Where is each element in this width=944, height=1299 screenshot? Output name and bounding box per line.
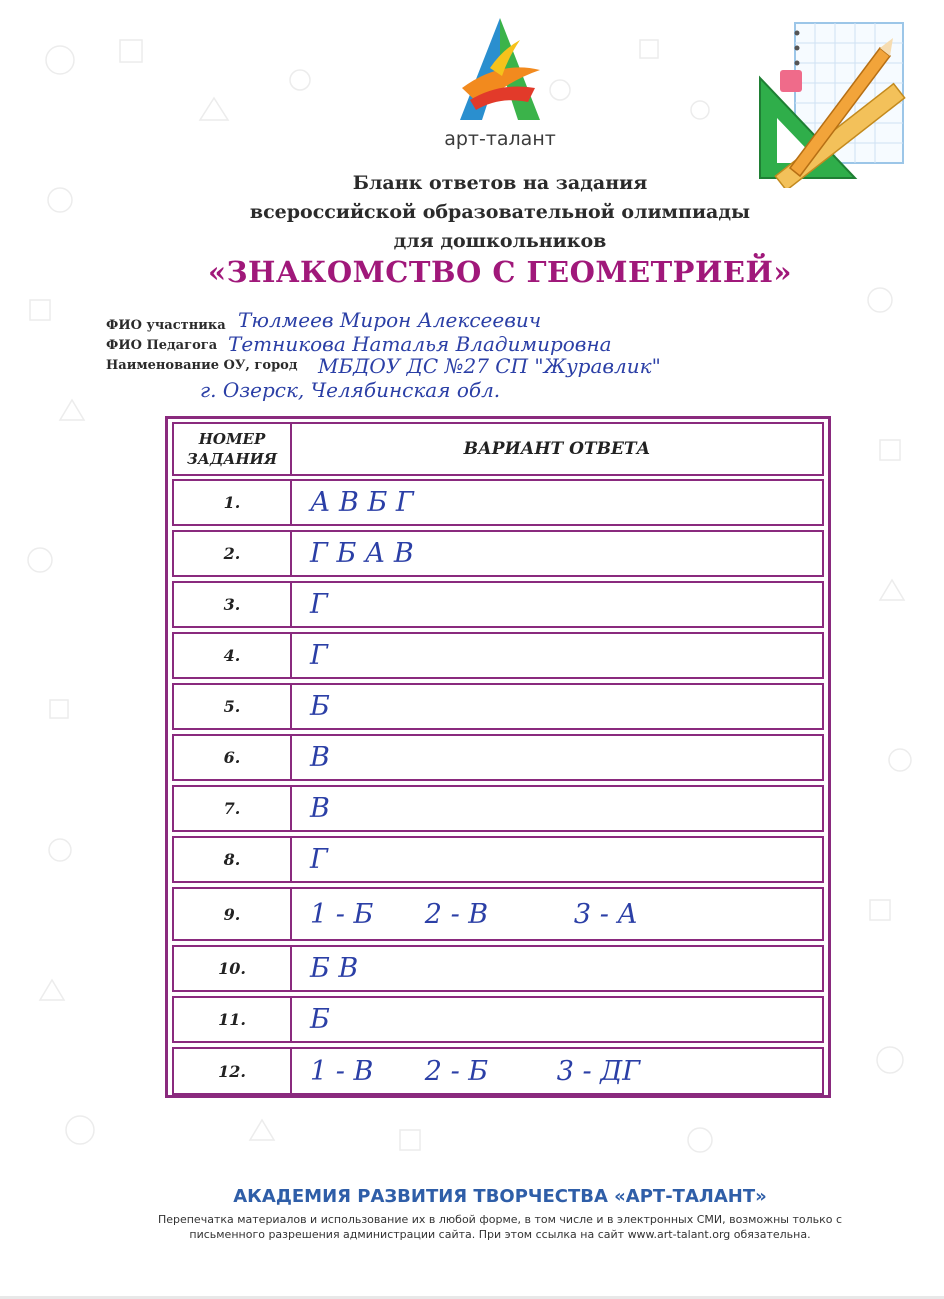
task-answer: 1 - В 2 - Б 3 - ДГ [310, 1055, 641, 1087]
answer-column-header: ВАРИАНТ ОТВЕТА [463, 439, 651, 459]
teacher-value: Тетникова Наталья Владимировна [228, 332, 612, 356]
number-header-line-1: НОМЕР [198, 430, 266, 448]
sheet-title-line-2: всероссийской образовательной олимпиады [249, 201, 751, 223]
task-number: 3. [174, 583, 292, 626]
answers-table [165, 416, 831, 1098]
table-row [172, 530, 824, 577]
teacher-label: ФИО Педагога [106, 338, 218, 353]
copyright-notice [120, 1212, 880, 1242]
brand-name: арт-талант [444, 128, 556, 150]
task-answer: 1 - Б 2 - В 3 - А [310, 898, 638, 930]
table-row [172, 945, 824, 992]
city-value: г. Озерск, Челябинская обл. [200, 378, 501, 402]
task-number: 10. [174, 947, 292, 990]
stationery-decoration [755, 18, 915, 188]
task-answer: А В Б Г [310, 487, 414, 518]
task-number: 4. [174, 634, 292, 677]
sheet-title-line-1: Бланк ответов на задания [352, 172, 648, 194]
institution-value: МБДОУ ДС №27 СП "Журавлик" [318, 354, 661, 378]
table-row [172, 887, 824, 941]
sheet-title-line-3: для дошкольников [393, 230, 607, 252]
task-answer: В [310, 793, 330, 824]
task-number: 1. [174, 481, 292, 524]
task-number: 6. [174, 736, 292, 779]
table-row [172, 836, 824, 883]
number-column-header [174, 424, 292, 474]
table-row [172, 1047, 824, 1095]
copyright-notice-line-2: письменного разрешения администрации сайта. При этом ссылка на сайт www.art-talant.org обязательна. [189, 1228, 811, 1241]
participant-value: Тюлмеев Мирон Алексеевич [238, 308, 542, 332]
task-answer: Г [310, 844, 328, 875]
academy-name: АКАДЕМИЯ РАЗВИТИЯ ТВОРЧЕСТВА «АРТ-ТАЛАНТ» [233, 1186, 767, 1207]
task-number: 9. [174, 889, 292, 939]
task-number: 12. [174, 1049, 292, 1093]
task-answer: В [310, 742, 330, 773]
task-answer: Г [310, 640, 328, 671]
number-header-line-2: ЗАДАНИЯ [186, 450, 278, 468]
participant-label: ФИО участника [106, 318, 226, 333]
task-answer: Г [310, 589, 328, 620]
olympiad-name: «ЗНАКОМСТВО С ГЕОМЕТРИЕЙ» [207, 255, 793, 289]
table-header-row [172, 422, 824, 476]
task-number: 2. [174, 532, 292, 575]
institution-label: Наименование ОУ, город [106, 358, 298, 373]
task-number: 8. [174, 838, 292, 881]
table-row [172, 683, 824, 730]
table-row [172, 581, 824, 628]
task-number: 11. [174, 998, 292, 1041]
copyright-notice-line-1: Перепечатка материалов и использование их в любой форме, в том числе и в электронных СМИ, возможны только с [157, 1213, 843, 1226]
table-row [172, 479, 824, 526]
task-answer: Б [310, 1004, 330, 1035]
art-talant-logo [440, 10, 560, 130]
table-row [172, 734, 824, 781]
table-row [172, 785, 824, 832]
task-answer: Б В [310, 953, 359, 984]
task-number: 5. [174, 685, 292, 728]
table-row [172, 996, 824, 1043]
table-row [172, 632, 824, 679]
task-number: 7. [174, 787, 292, 830]
task-answer: Б [310, 691, 330, 722]
task-answer: Г Б А В [310, 538, 414, 569]
